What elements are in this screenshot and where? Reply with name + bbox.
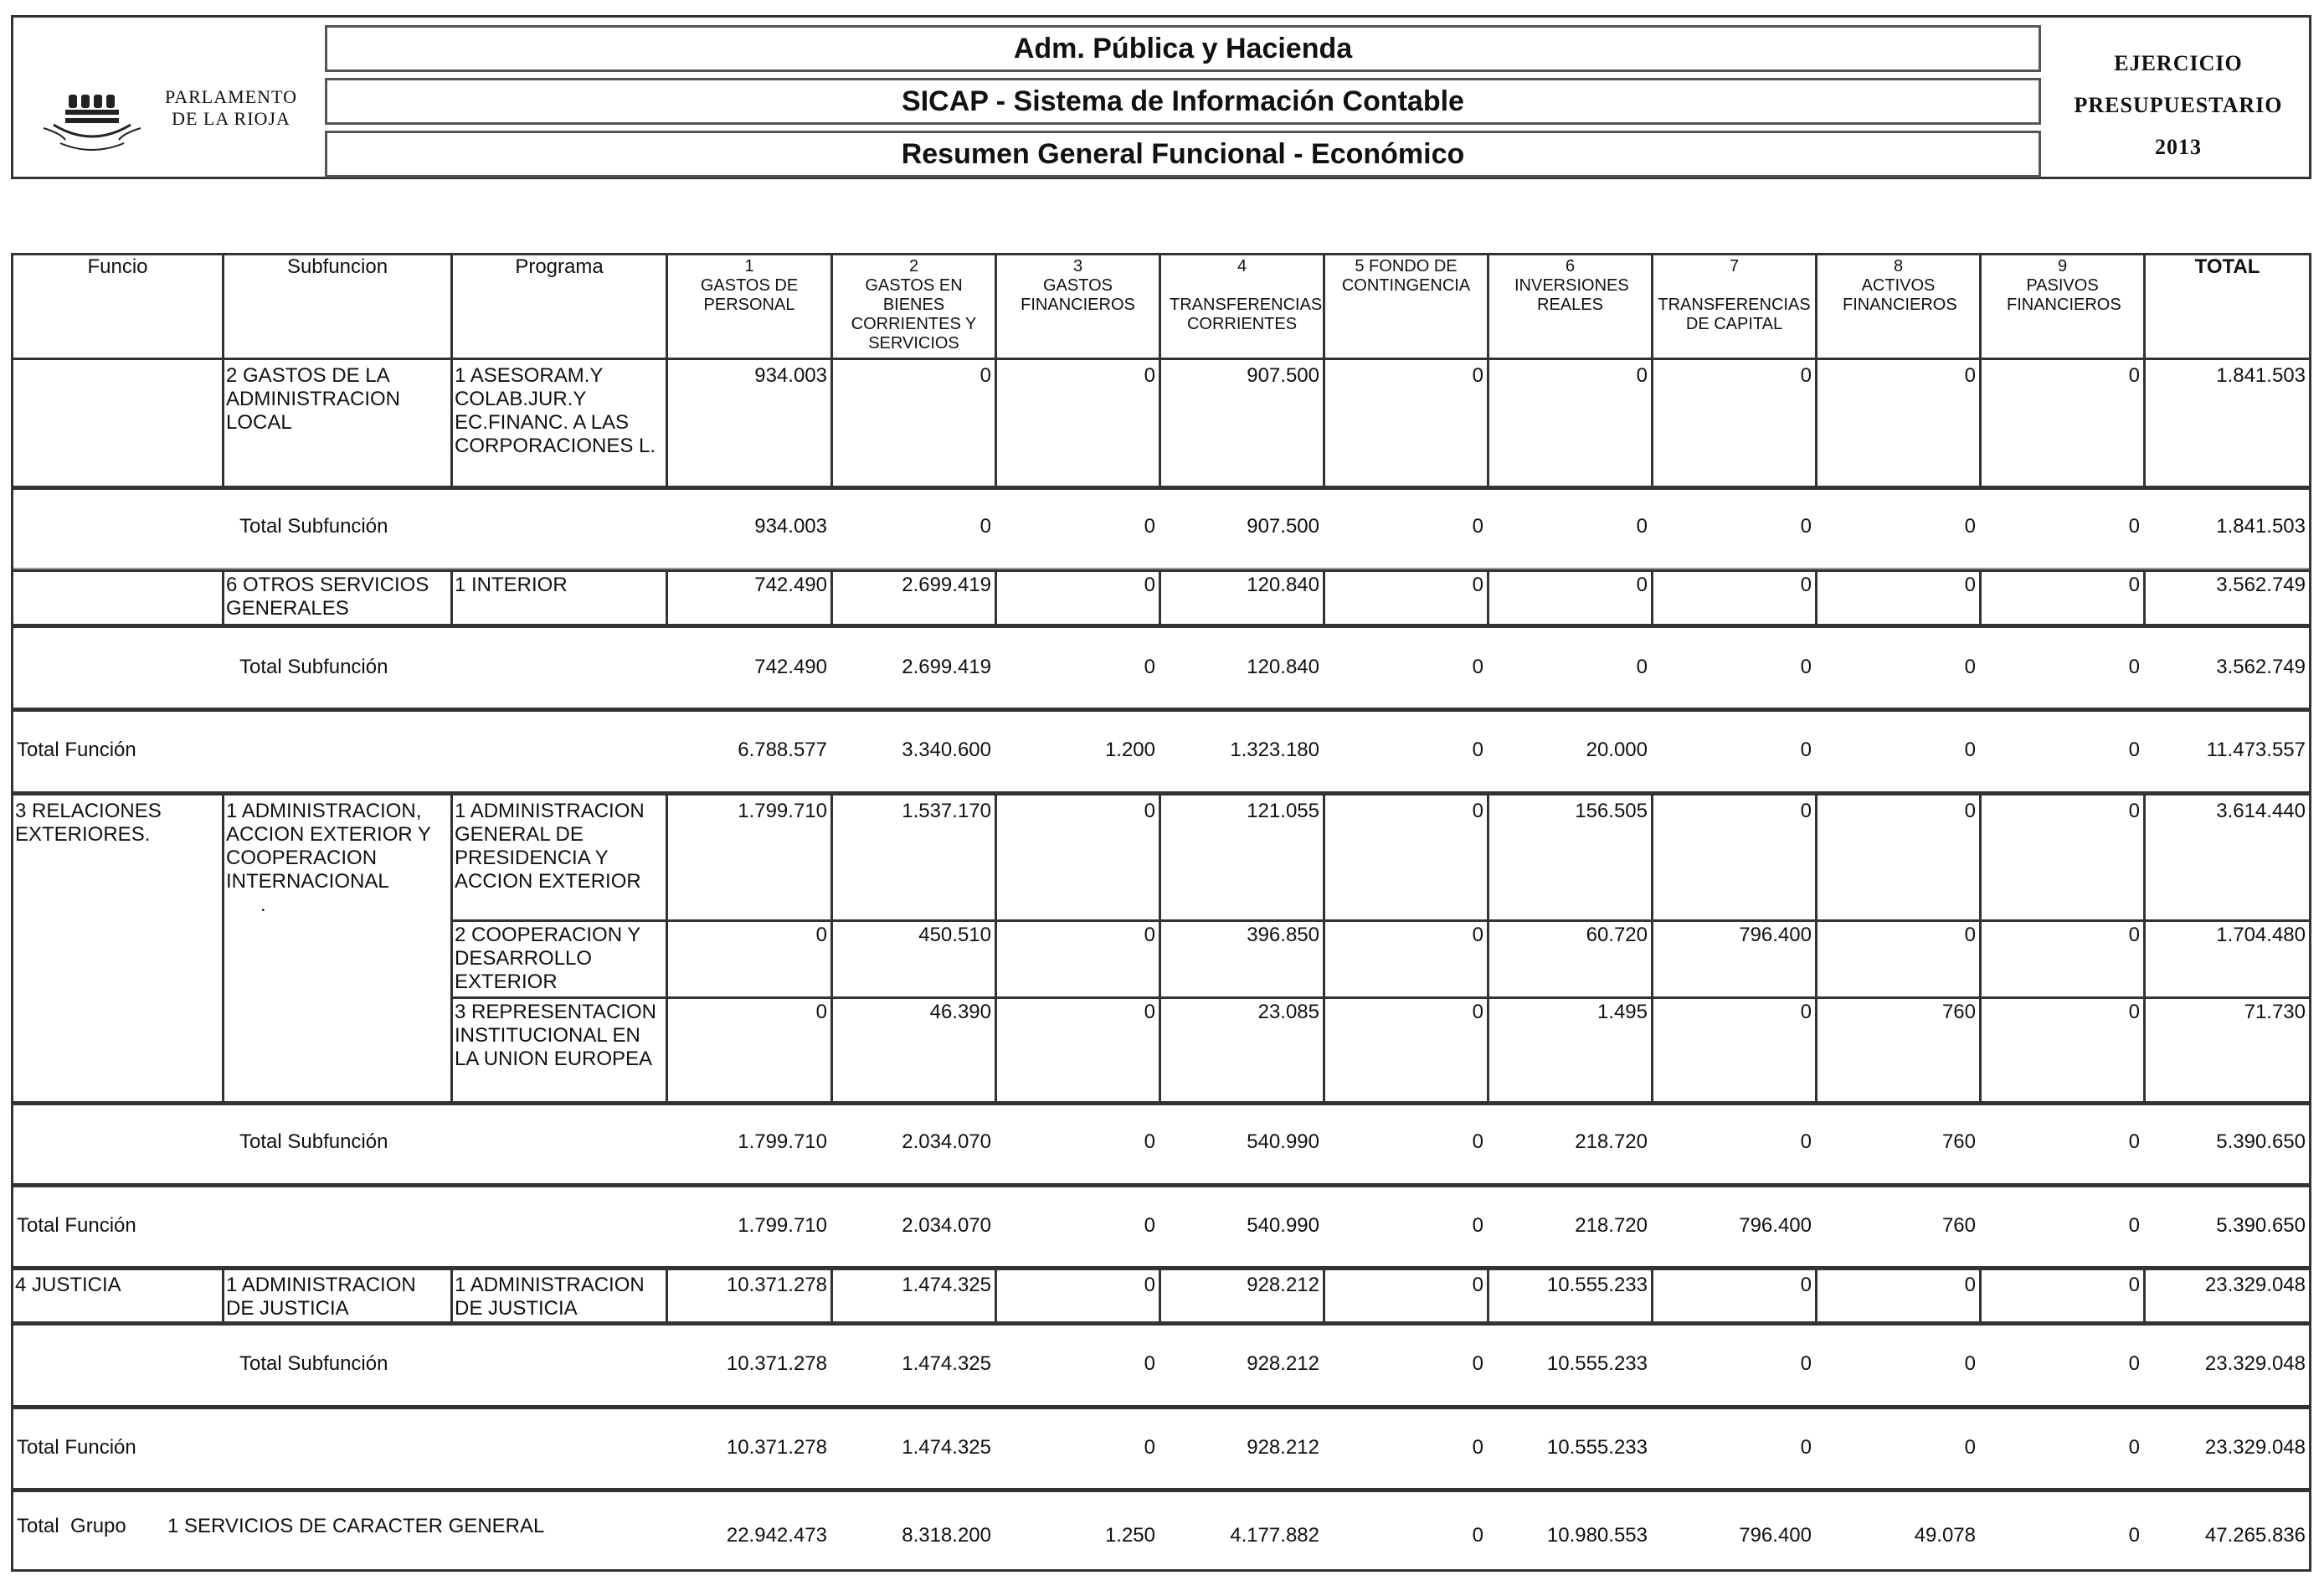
value-cell-financieros: 0: [1144, 574, 1155, 596]
value-cell-fondo-contingencia: 0: [1472, 574, 1483, 596]
value-cell-financieros: 0: [1144, 364, 1155, 387]
value-cell-personal: 10.371.278: [726, 1352, 827, 1375]
value-cell-fondo-contingencia: 0: [1472, 1130, 1483, 1153]
value-cell-transferencias-capital: 796.400: [1739, 1214, 1812, 1237]
value-cell-fondo-contingencia: 0: [1472, 1274, 1483, 1296]
grid-line: [830, 795, 833, 1101]
grid-line: [2143, 1270, 2146, 1321]
value-cell-total: 11.473.557: [2206, 739, 2306, 761]
value-cell-financieros: 0: [1144, 1436, 1155, 1459]
value-cell-transferencias-corrientes: 23.085: [1257, 1001, 1319, 1023]
value-cell-activos: 49.078: [1914, 1524, 1976, 1547]
value-cell-total: 47.265.836: [2204, 1524, 2306, 1547]
grid-line: [222, 569, 224, 624]
value-cell-bienes: 2.034.070: [902, 1130, 991, 1153]
grid-line: [450, 795, 453, 1101]
col-header-6-num: 6: [1565, 257, 1576, 275]
grid-line: [830, 1270, 833, 1321]
col-header-8-num: 8: [1893, 257, 1904, 275]
col-header-4-num: 4: [1237, 257, 1247, 275]
col-header-8: [1818, 257, 1979, 315]
row-separator: [13, 624, 2309, 628]
value-cell-fondo-contingencia: 0: [1472, 656, 1483, 678]
value-cell-inversiones: 10.980.553: [1546, 1524, 1648, 1547]
value-cell-transferencias-capital: 796.400: [1739, 1524, 1812, 1547]
value-cell-total: 5.390.650: [2216, 1214, 2306, 1237]
value-cell-pasivos: 0: [2128, 1214, 2140, 1237]
value-cell-bienes: 2.699.419: [902, 574, 991, 596]
value-cell-pasivos: 0: [2128, 1352, 2140, 1375]
fiscal-year-block: [2053, 43, 2304, 168]
col-header-6: [1489, 257, 1651, 315]
value-cell-total: 3.562.749: [2216, 656, 2306, 678]
col-header-1: [668, 257, 830, 315]
row-separator: [13, 1405, 2309, 1409]
value-cell-transferencias-capital: 0: [1800, 1352, 1812, 1375]
grid-line: [995, 795, 997, 1101]
subfuncion-cell: 1 ADMINISTRACION DE JUSTICIA: [226, 1274, 416, 1320]
programa-cell: 1 ASESORAM.Y COLAB.JUR.Y EC.FINANC. A LAS CORPORACIONES L.: [455, 364, 656, 457]
col-header-7-label: TRANSFERENCIAS DE CAPITAL: [1658, 296, 1811, 333]
value-cell-pasivos: 0: [2128, 515, 2140, 538]
grid-line: [1815, 569, 1818, 624]
value-cell-financieros: 0: [1144, 1214, 1155, 1237]
col-header-2-num: 2: [908, 257, 919, 275]
value-cell-transferencias-capital: 0: [1800, 515, 1812, 538]
value-cell-transferencias-corrientes: 907.500: [1247, 515, 1319, 538]
value-cell-personal: 742.490: [754, 574, 827, 596]
grid-line: [1159, 1270, 1161, 1321]
grid-line: [450, 569, 453, 624]
grid-line: [1651, 569, 1653, 624]
value-cell-pasivos: 0: [2128, 656, 2140, 678]
grid-line: [1323, 358, 1325, 486]
row-separator: [13, 791, 2309, 795]
value-cell-financieros: 0: [1144, 515, 1155, 538]
row-separator: [13, 1101, 2309, 1105]
value-cell-fondo-contingencia: 0: [1472, 1524, 1483, 1547]
value-cell-personal: 0: [815, 1001, 827, 1023]
total-subfuncion-label: Total Subfunción: [239, 1130, 388, 1153]
col-header-5: [1325, 257, 1487, 296]
header-report-title: Resumen General Funcional - Económico: [325, 131, 2041, 178]
grid-line: [666, 795, 668, 1101]
value-cell-financieros: 1.250: [1104, 1524, 1155, 1547]
col-header-8-label: ACTIVOS FINANCIEROS: [1843, 276, 1957, 314]
value-cell-inversiones: 0: [1636, 515, 1648, 538]
grid-line: [450, 919, 2309, 922]
value-cell-transferencias-capital: 0: [1800, 800, 1812, 822]
value-cell-personal: 934.003: [754, 515, 827, 538]
value-cell-bienes: 1.537.170: [902, 800, 991, 822]
value-cell-bienes: 0: [979, 364, 991, 387]
grid-line: [222, 795, 224, 1101]
value-cell-inversiones: 60.720: [1586, 924, 1648, 946]
grid-line: [1979, 358, 1982, 486]
value-cell-total: 23.329.048: [2204, 1436, 2306, 1459]
value-cell-pasivos: 0: [2128, 1274, 2140, 1296]
subfuncion-dot: .: [260, 893, 266, 916]
col-header-subfuncion: Subfuncion: [286, 255, 388, 278]
col-header-3: [997, 257, 1159, 315]
col-header-3-num: 3: [1072, 257, 1083, 275]
value-cell-transferencias-corrientes: 120.840: [1247, 656, 1319, 678]
row-separator: [13, 486, 2309, 490]
value-cell-activos: 760: [1941, 1214, 1976, 1237]
grid-line: [13, 569, 2309, 572]
grid-line: [450, 1270, 453, 1321]
report-header: [11, 15, 2311, 179]
grid-line: [1487, 569, 1489, 624]
grid-line: [1979, 1270, 1982, 1321]
grid-line: [995, 358, 997, 486]
value-cell-transferencias-corrientes: 540.990: [1247, 1130, 1319, 1153]
col-header-4-label: TRANSFERENCIAS CORRIENTES: [1170, 296, 1323, 333]
fiscal-year-label1: EJERCICIO: [2114, 51, 2243, 75]
value-cell-activos: 760: [1941, 1130, 1976, 1153]
grid-line: [1815, 795, 1818, 1101]
grid-line: [1651, 795, 1653, 1101]
value-cell-fondo-contingencia: 0: [1472, 924, 1483, 946]
value-cell-transferencias-capital: 0: [1800, 364, 1812, 387]
grid-line: [666, 1270, 668, 1321]
value-cell-activos: 0: [1964, 515, 1976, 538]
col-header-1-num: 1: [744, 257, 754, 275]
grid-line: [830, 569, 833, 624]
value-cell-transferencias-capital: 0: [1800, 1436, 1812, 1459]
value-cell-total: 71.730: [2244, 1001, 2306, 1023]
col-header-programa: Programa: [515, 255, 604, 278]
value-cell-total: 23.329.048: [2204, 1274, 2306, 1296]
value-cell-transferencias-corrientes: 396.850: [1247, 924, 1319, 946]
grid-line: [1159, 358, 1161, 486]
value-cell-total: 5.390.650: [2216, 1130, 2306, 1153]
col-header-9-label: PASIVOS FINANCIEROS: [2007, 276, 2121, 314]
value-cell-fondo-contingencia: 0: [1472, 1001, 1483, 1023]
value-cell-bienes: 46.390: [929, 1001, 991, 1023]
value-cell-financieros: 0: [1144, 1130, 1155, 1153]
value-cell-activos: 0: [1964, 656, 1976, 678]
value-cell-personal: 1.799.710: [738, 800, 827, 822]
row-separator: [13, 708, 2309, 712]
header-system: SICAP - Sistema de Información Contable: [325, 78, 2041, 125]
grupo-name: 1 SERVICIOS DE CARACTER GENERAL: [167, 1515, 545, 1537]
grid-line: [1323, 795, 1325, 1101]
total-funcion-label: Total Función: [17, 1436, 136, 1459]
programa-cell: 1 ADMINISTRACION GENERAL DE PRESIDENCIA Y ACCION EXTERIOR: [455, 800, 645, 893]
value-cell-personal: 934.003: [754, 364, 827, 387]
row-separator: [13, 1321, 2309, 1326]
grid-line: [1815, 358, 1818, 486]
grid-line: [995, 1270, 997, 1321]
value-cell-activos: 0: [1964, 1274, 1976, 1296]
total-funcion-label: Total Función: [17, 1214, 136, 1237]
value-cell-bienes: 450.510: [918, 924, 991, 946]
value-cell-activos: 0: [1964, 800, 1976, 822]
funcio-cell: 3 RELACIONES EXTERIORES.: [15, 800, 162, 846]
value-cell-transferencias-capital: 0: [1800, 1001, 1812, 1023]
value-cell-personal: 0: [815, 924, 827, 946]
col-header-funcio: Funcio: [87, 255, 148, 278]
value-cell-pasivos: 0: [2128, 1130, 2140, 1153]
col-header-2: [833, 257, 995, 353]
row-separator: [13, 1266, 2309, 1270]
programa-cell: 2 COOPERACION Y DESARROLLO EXTERIOR: [455, 924, 640, 993]
value-cell-inversiones: 0: [1636, 574, 1648, 596]
value-cell-fondo-contingencia: 0: [1472, 364, 1483, 387]
value-cell-transferencias-capital: 796.400: [1739, 924, 1812, 946]
grid-line: [1487, 1270, 1489, 1321]
grid-line: [1323, 1270, 1325, 1321]
value-cell-pasivos: 0: [2128, 924, 2140, 946]
row-separator: [13, 1488, 2309, 1492]
value-cell-personal: 10.371.278: [726, 1436, 827, 1459]
col-header-7-num: 7: [1729, 257, 1740, 275]
grid-line: [1651, 358, 1653, 486]
value-cell-transferencias-corrientes: 4.177.882: [1230, 1524, 1319, 1547]
grid-line: [1979, 795, 1982, 1101]
value-cell-inversiones: 10.555.233: [1546, 1274, 1648, 1296]
col-header-2-label: GASTOS EN BIENES CORRIENTES Y SERVICIOS: [851, 276, 977, 353]
grid-line: [1159, 795, 1161, 1101]
col-header-9-num: 9: [2057, 257, 2068, 275]
budget-table: [11, 253, 2311, 1572]
value-cell-financieros: 1.200: [1104, 739, 1155, 761]
value-cell-personal: 22.942.473: [726, 1524, 827, 1547]
grid-line: [13, 358, 2309, 360]
value-cell-activos: 0: [1964, 574, 1976, 596]
grid-line: [830, 358, 833, 486]
value-cell-pasivos: 0: [2128, 1524, 2140, 1547]
value-cell-total: 1.704.480: [2216, 924, 2306, 946]
col-header-9: [1982, 257, 2143, 315]
total-funcion-label: Total Función: [17, 739, 136, 761]
grid-line: [1979, 569, 1982, 624]
value-cell-personal: 1.799.710: [738, 1130, 827, 1153]
value-cell-activos: 0: [1964, 1352, 1976, 1375]
value-cell-transferencias-corrientes: 121.055: [1247, 800, 1319, 822]
row-separator: [13, 1183, 2309, 1187]
grid-line: [2143, 358, 2146, 486]
org-name-line2: DE LA RIOJA: [172, 108, 290, 129]
value-cell-inversiones: 156.505: [1575, 800, 1648, 822]
value-cell-fondo-contingencia: 0: [1472, 1436, 1483, 1459]
value-cell-inversiones: 0: [1636, 656, 1648, 678]
value-cell-personal: 10.371.278: [726, 1274, 827, 1296]
value-cell-transferencias-corrientes: 1.323.180: [1230, 739, 1319, 761]
fiscal-year: 2013: [2155, 135, 2202, 159]
value-cell-transferencias-corrientes: 120.840: [1247, 574, 1319, 596]
value-cell-pasivos: 0: [2128, 800, 2140, 822]
value-cell-total: 1.841.503: [2216, 515, 2306, 538]
value-cell-transferencias-corrientes: 540.990: [1247, 1214, 1319, 1237]
value-cell-transferencias-corrientes: 907.500: [1247, 364, 1319, 387]
grid-line: [1651, 1270, 1653, 1321]
value-cell-fondo-contingencia: 0: [1472, 739, 1483, 761]
value-cell-fondo-contingencia: 0: [1472, 1352, 1483, 1375]
col-header-7: [1653, 257, 1815, 334]
value-cell-activos: 760: [1941, 1001, 1976, 1023]
col-header-3-label: GASTOS FINANCIEROS: [1021, 276, 1135, 314]
total-subfuncion-label: Total Subfunción: [239, 656, 388, 678]
grid-line: [1323, 569, 1325, 624]
funcio-cell: 4 JUSTICIA: [15, 1274, 121, 1296]
value-cell-pasivos: 0: [2128, 1436, 2140, 1459]
value-cell-inversiones: 218.720: [1575, 1130, 1648, 1153]
parliament-logo-icon: [35, 76, 152, 160]
grid-line: [222, 1270, 224, 1321]
subfuncion-cell: 6 OTROS SERVICIOS GENERALES: [226, 574, 429, 620]
grid-line: [666, 358, 668, 486]
value-cell-transferencias-capital: 0: [1800, 739, 1812, 761]
value-cell-transferencias-corrientes: 928.212: [1247, 1274, 1319, 1296]
value-cell-total: 23.329.048: [2204, 1352, 2306, 1375]
value-cell-bienes: 1.474.325: [902, 1436, 991, 1459]
value-cell-bienes: 2.034.070: [902, 1214, 991, 1237]
value-cell-transferencias-capital: 0: [1800, 656, 1812, 678]
value-cell-transferencias-corrientes: 928.212: [1247, 1436, 1319, 1459]
programa-cell: 1 INTERIOR: [455, 574, 568, 596]
value-cell-financieros: 0: [1144, 800, 1155, 822]
value-cell-personal: 742.490: [754, 656, 827, 678]
header-department: Adm. Pública y Hacienda: [325, 25, 2041, 72]
value-cell-bienes: 3.340.600: [902, 739, 991, 761]
value-cell-financieros: 0: [1144, 924, 1155, 946]
grid-line: [1487, 795, 1489, 1101]
value-cell-total: 3.562.749: [2216, 574, 2306, 596]
value-cell-bienes: 1.474.325: [902, 1274, 991, 1296]
value-cell-fondo-contingencia: 0: [1472, 1214, 1483, 1237]
grid-line: [666, 569, 668, 624]
value-cell-transferencias-corrientes: 928.212: [1247, 1352, 1319, 1375]
value-cell-transferencias-capital: 0: [1800, 574, 1812, 596]
total-subfuncion-label: Total Subfunción: [239, 515, 388, 538]
value-cell-bienes: 0: [979, 515, 991, 538]
value-cell-inversiones: 10.555.233: [1546, 1352, 1648, 1375]
value-cell-fondo-contingencia: 0: [1472, 515, 1483, 538]
fiscal-year-label2: PRESUPUESTARIO: [2074, 93, 2283, 117]
grid-line: [995, 569, 997, 624]
value-cell-activos: 0: [1964, 739, 1976, 761]
value-cell-transferencias-capital: 0: [1800, 1274, 1812, 1296]
value-cell-pasivos: 0: [2128, 574, 2140, 596]
value-cell-personal: 1.799.710: [738, 1214, 827, 1237]
programa-cell: 3 REPRESENTACION INSTITUCIONAL EN LA UNION EUROPEA: [455, 1001, 656, 1070]
value-cell-pasivos: 0: [2128, 1001, 2140, 1023]
grid-line: [2143, 569, 2146, 624]
col-header-5-label: 5 FONDO DE CONTINGENCIA: [1341, 257, 1471, 295]
value-cell-activos: 0: [1964, 364, 1976, 387]
value-cell-bienes: 2.699.419: [902, 656, 991, 678]
value-cell-bienes: 8.318.200: [902, 1524, 991, 1547]
subfuncion-cell: 1 ADMINISTRACION, ACCION EXTERIOR Y COOPERACION INTERNACIONAL: [226, 800, 431, 893]
org-name-line1: PARLAMENTO: [165, 86, 297, 107]
total-grupo-label: Total Grupo: [17, 1515, 126, 1537]
value-cell-pasivos: 0: [2128, 364, 2140, 387]
grid-line: [450, 358, 453, 486]
value-cell-inversiones: 0: [1636, 364, 1648, 387]
value-cell-financieros: 0: [1144, 1001, 1155, 1023]
org-name: [147, 86, 315, 130]
value-cell-activos: 0: [1964, 924, 1976, 946]
col-header-total: TOTAL: [2194, 255, 2260, 278]
col-header-1-label: GASTOS DE PERSONAL: [700, 276, 799, 314]
grid-line: [1815, 1270, 1818, 1321]
value-cell-inversiones: 1.495: [1596, 1001, 1648, 1023]
value-cell-transferencias-capital: 0: [1800, 1130, 1812, 1153]
value-cell-financieros: 0: [1144, 1352, 1155, 1375]
grid-line: [450, 996, 2309, 999]
value-cell-inversiones: 10.555.233: [1546, 1436, 1648, 1459]
value-cell-bienes: 1.474.325: [902, 1352, 991, 1375]
value-cell-total: 1.841.503: [2216, 364, 2306, 387]
col-header-4: [1161, 257, 1323, 334]
value-cell-pasivos: 0: [2128, 739, 2140, 761]
grid-line: [222, 358, 224, 486]
value-cell-total: 3.614.440: [2216, 800, 2306, 822]
value-cell-inversiones: 20.000: [1586, 739, 1648, 761]
total-subfuncion-label: Total Subfunción: [239, 1352, 388, 1375]
grid-line: [1487, 358, 1489, 486]
value-cell-financieros: 0: [1144, 1274, 1155, 1296]
subfuncion-cell: 2 GASTOS DE LA ADMINISTRACION LOCAL: [226, 364, 401, 434]
col-header-6-label: INVERSIONES REALES: [1514, 276, 1629, 314]
value-cell-personal: 6.788.577: [738, 739, 827, 761]
value-cell-inversiones: 218.720: [1575, 1214, 1648, 1237]
value-cell-financieros: 0: [1144, 656, 1155, 678]
grid-line: [1159, 569, 1161, 624]
value-cell-activos: 0: [1964, 1436, 1976, 1459]
value-cell-fondo-contingencia: 0: [1472, 800, 1483, 822]
grid-line: [2143, 795, 2146, 1101]
programa-cell: 1 ADMINISTRACION DE JUSTICIA: [455, 1274, 645, 1320]
